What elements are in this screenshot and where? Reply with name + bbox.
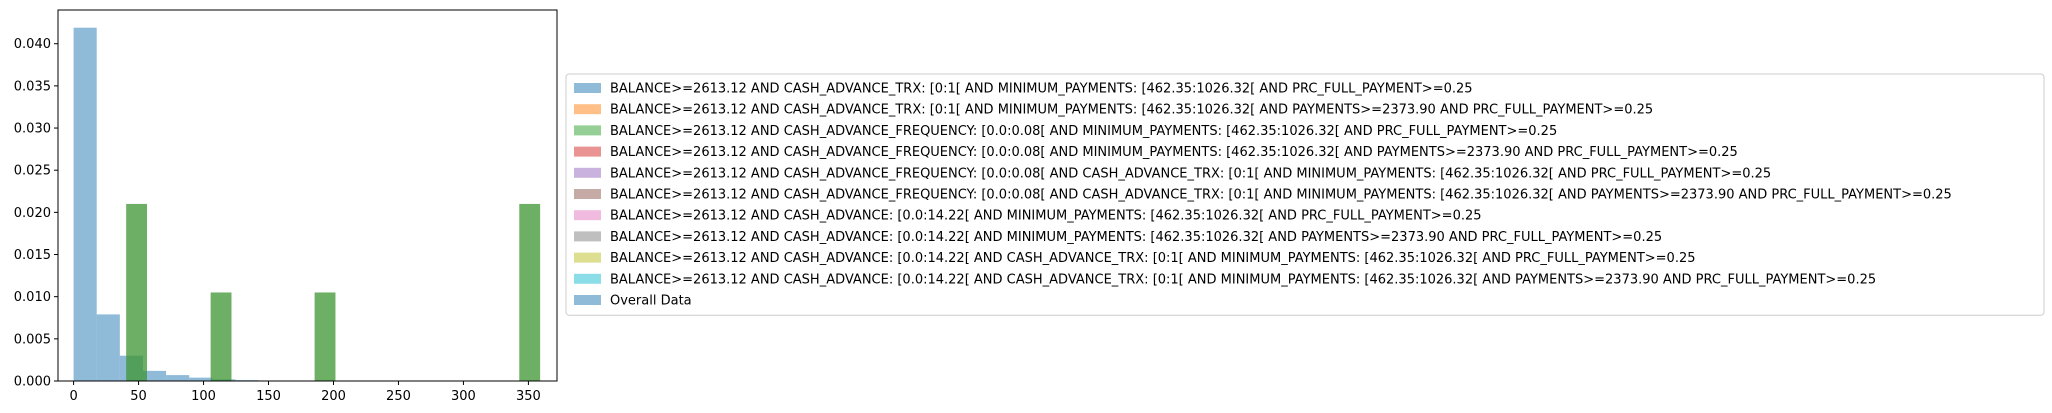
legend-label-10: Overall Data (610, 293, 692, 309)
y-tick-label-4: 0.020 (13, 205, 51, 221)
x-tick-label-6: 300 (451, 389, 476, 404)
legend-label-2: BALANCE>=2613.12 AND CASH_ADVANCE_FREQUENCY: [0.0:0.08[ AND MINIMUM_PAYMENTS: [462.35:1026.32[ AND PRC_FULL_PAYMENT>=0.25 (610, 123, 1558, 139)
legend-swatch-0 (574, 83, 601, 93)
legend-swatch-6 (574, 210, 601, 220)
y-tick-label-2: 0.010 (13, 290, 51, 306)
legend-label-0: BALANCE>=2613.12 AND CASH_ADVANCE_TRX: [0:1[ AND MINIMUM_PAYMENTS: [462.35:1026.32[ AND PRC_FULL_PAYMENT>=0.25 (610, 81, 1473, 97)
subgroup-bar-0-series-9 (126, 204, 147, 381)
legend-label-5: BALANCE>=2613.12 AND CASH_ADVANCE_FREQUENCY: [0.0:0.08[ AND CASH_ADVANCE_TRX: [0:1[ AND MINIMUM_PAYMENTS: [462.35:1026.32[ AND PAYMENTS>=2373.90 AND PRC_FULL_PAYMENT>=0.25 (610, 187, 1952, 203)
y-tick-label-6: 0.030 (13, 121, 51, 137)
x-tick-label-4: 200 (321, 389, 346, 404)
x-tick-label-7: 350 (515, 389, 541, 404)
legend-label-6: BALANCE>=2613.12 AND CASH_ADVANCE: [0.0:14.22[ AND MINIMUM_PAYMENTS: [462.35:1026.32[ AND PRC_FULL_PAYMENT>=0.25 (610, 208, 1482, 224)
legend-label-1: BALANCE>=2613.12 AND CASH_ADVANCE_TRX: [0:1[ AND MINIMUM_PAYMENTS: [462.35:1026.32[ AND PAYMENTS>=2373.90 AND PRC_FULL_PAYMENT>=0.25 (610, 102, 1654, 118)
legend-label-8: BALANCE>=2613.12 AND CASH_ADVANCE: [0.0:14.22[ AND CASH_ADVANCE_TRX: [0:1[ AND MINIMUM_PAYMENTS: [462.35:1026.32[ AND PRC_FULL_PAYMENT>=0.25 (610, 251, 1696, 267)
x-tick-label-5: 250 (386, 389, 411, 404)
y-tick-label-8: 0.040 (13, 37, 51, 53)
legend-swatch-3 (574, 147, 601, 157)
legend-label-7: BALANCE>=2613.12 AND CASH_ADVANCE: [0.0:14.22[ AND MINIMUM_PAYMENTS: [462.35:1026.32[ AND PAYMENTS>=2373.90 AND PRC_FULL_PAYMENT>=0.25 (610, 229, 1663, 245)
y-tick-label-0: 0.000 (13, 374, 51, 390)
overall-bar-5 (189, 378, 212, 381)
legend-swatch-4 (574, 168, 601, 178)
legend-swatch-1 (574, 104, 601, 114)
legend-swatch-5 (574, 189, 601, 199)
legend-swatch-2 (574, 125, 601, 135)
legend-label-3: BALANCE>=2613.12 AND CASH_ADVANCE_FREQUENCY: [0.0:0.08[ AND MINIMUM_PAYMENTS: [462.35:1026.32[ AND PAYMENTS>=2373.90 AND PRC_FULL_PAYMENT>=0.25 (610, 145, 1738, 161)
overall-bar-0 (74, 28, 97, 381)
x-tick-label-1: 50 (130, 389, 147, 404)
legend-swatch-9 (574, 274, 601, 284)
y-tick-label-5: 0.025 (13, 163, 51, 179)
legend (566, 74, 2044, 315)
legend-swatch-10 (574, 295, 601, 305)
subgroup-bar-2-series-9 (315, 292, 336, 381)
x-tick-label-0: 0 (69, 389, 78, 404)
overall-bar-1 (97, 314, 120, 381)
overall-bar-4 (166, 375, 189, 381)
legend-swatch-8 (574, 253, 601, 263)
y-tick-label-1: 0.005 (13, 332, 51, 348)
legend-label-9: BALANCE>=2613.12 AND CASH_ADVANCE: [0.0:14.22[ AND CASH_ADVANCE_TRX: [0:1[ AND MINIMUM_PAYMENTS: [462.35:1026.32[ AND PAYMENTS>=2373.90 AND PRC_FULL_PAYMENT>=0.25 (610, 272, 1877, 288)
y-tick-label-7: 0.035 (13, 79, 51, 95)
y-tick-label-3: 0.015 (13, 248, 51, 264)
legend-swatch-7 (574, 231, 601, 241)
legend-label-4: BALANCE>=2613.12 AND CASH_ADVANCE_FREQUENCY: [0.0:0.08[ AND CASH_ADVANCE_TRX: [0:1[ AND MINIMUM_PAYMENTS: [462.35:1026.32[ AND PRC_FULL_PAYMENT>=0.25 (610, 166, 1772, 182)
subgroup-bar-3-series-9 (519, 204, 540, 381)
subgroup-bar-1-series-9 (211, 292, 232, 381)
x-tick-label-2: 100 (191, 389, 216, 404)
x-tick-label-3: 150 (256, 389, 281, 404)
